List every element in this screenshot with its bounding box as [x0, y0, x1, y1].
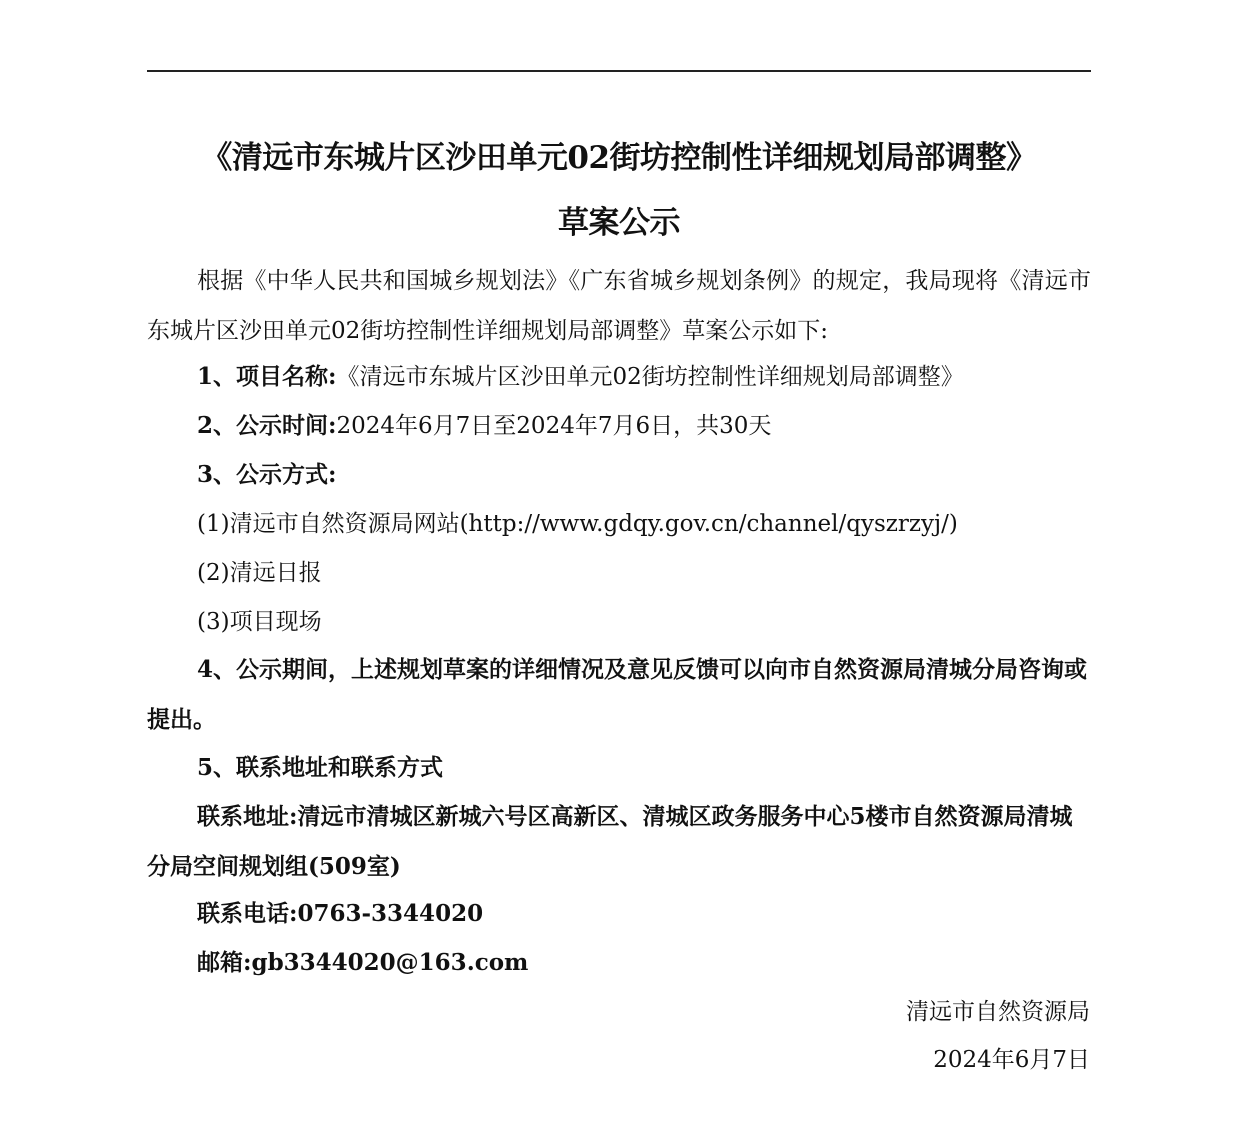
intro-paragraph: 根据《中华人民共和国城乡规划法》《广东省城乡规划条例》的规定，我局现将《清远市东城片区沙田单元02街坊控制性详细规划局部调整》草案公示如下: — [147, 268, 1091, 344]
project-name-line — [197, 357, 964, 397]
contact-phone: 联系电话:0763-3344020 — [197, 900, 484, 927]
signature-date: 2024年6月7日 — [933, 1047, 1090, 1073]
feedback-paragraph: 4、公示期间，上述规划草案的详细情况及意见反馈可以向市自然资源局清城分局咨询或提出。 — [147, 656, 1088, 733]
publicity-time-line — [197, 406, 771, 446]
project-name-value: 《清远市东城片区沙田单元02街坊控制性详细规划局部调整》 — [336, 364, 964, 390]
contact-email: 邮箱:gb3344020@163.com — [197, 949, 529, 976]
publicity-method-label: 3、公示方式: — [197, 461, 337, 488]
document-subtitle: 草案公示 — [558, 205, 680, 241]
method-site: (3)项目现场 — [197, 609, 322, 635]
document-title: 《清远市东城片区沙田单元02街坊控制性详细规划局部调整》 — [201, 140, 1037, 176]
method-website: (1)清远市自然资源局网站(http://www.gdqy.gov.cn/channel/qyszrzyj/) — [197, 511, 958, 537]
signature-org: 清远市自然资源局 — [906, 999, 1090, 1025]
publicity-time-label: 2、公示时间: — [197, 412, 337, 439]
header-rule — [147, 70, 1091, 72]
publicity-time-value: 2024年6月7日至2024年7月6日，共30天 — [336, 413, 772, 439]
contact-heading: 5、联系地址和联系方式 — [197, 754, 444, 781]
project-name-label: 1、项目名称: — [197, 363, 337, 390]
method-newspaper: (2)清远日报 — [197, 560, 322, 586]
contact-address: 联系地址:清远市清城区新城六号区高新区、清城区政务服务中心5楼市自然资源局清城分局空间规划组(509室) — [147, 803, 1073, 880]
